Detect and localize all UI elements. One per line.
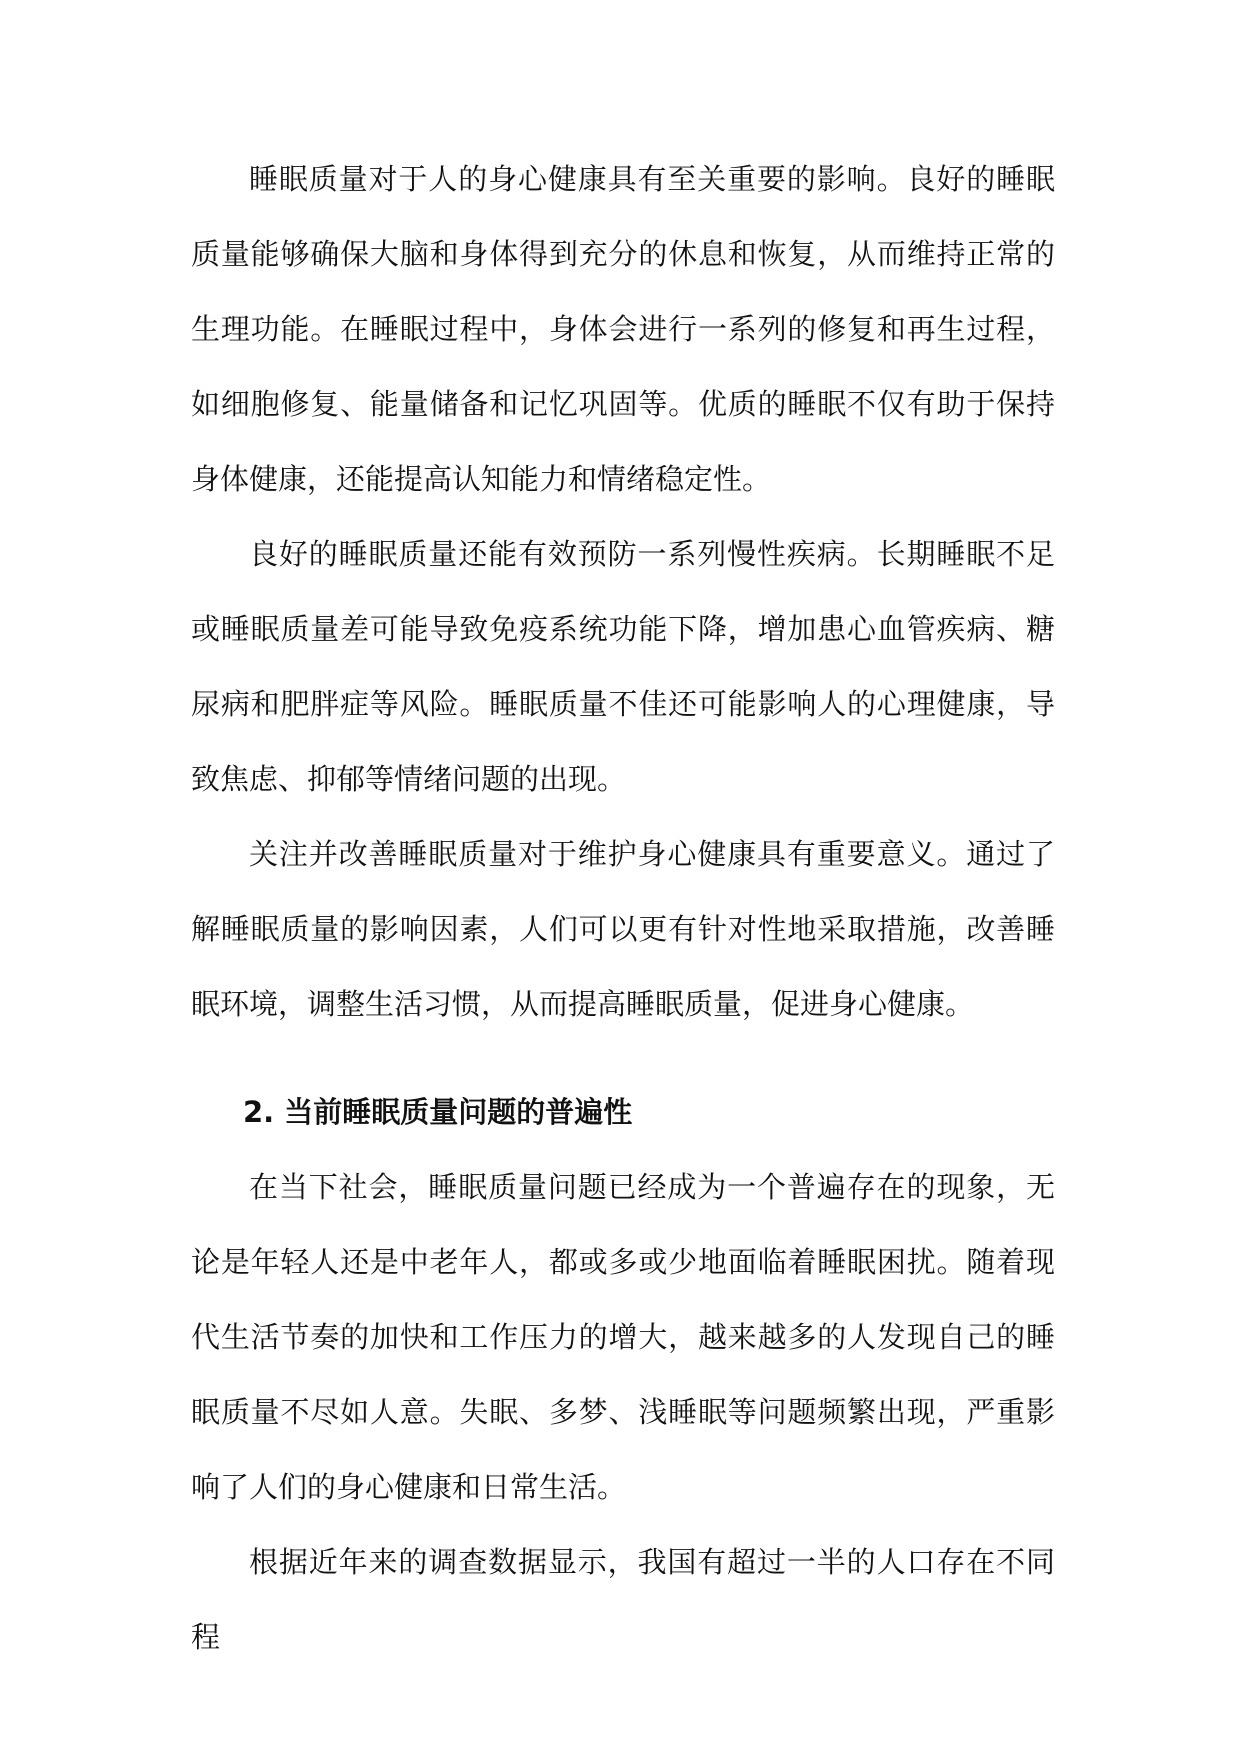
paragraph-survey-data: 根据近年来的调查数据显示，我国有超过一半的人口存在不同程 bbox=[191, 1545, 1055, 1654]
section-heading: 2. 当前睡眠质量问题的普遍性 bbox=[243, 1095, 633, 1129]
document-body bbox=[191, 142, 1055, 1675]
paragraph-sleep-problem-prevalence: 在当下社会，睡眠质量问题已经成为一个普遍存在的现象，无论是年轻人还是中老年人，都或多或少地面临着睡眠困扰。随着现代生活节奏的加快和工作压力的增大，越来越多的人发现自己的睡眠质量不尽如人意。失眠、多梦、浅睡眠等问题频繁出现，严重影响了人们的身心健康和日常生活。 bbox=[191, 1170, 1055, 1504]
paragraph-improve-sleep: 关注并改善睡眠质量对于维护身心健康具有重要意义。通过了解睡眠质量的影响因素，人们可以更有针对性地采取措施，改善睡眠环境，调整生活习惯，从而提高睡眠质量，促进身心健康。 bbox=[191, 837, 1055, 1021]
paragraph-chronic-disease: 良好的睡眠质量还能有效预防一系列慢性疾病。长期睡眠不足或睡眠质量差可能导致免疫系统功能下降，增加患心血管疾病、糖尿病和肥胖症等风险。睡眠质量不佳还可能影响人的心理健康，导致焦虑、抑郁等情绪问题的出现。 bbox=[191, 537, 1055, 796]
paragraph-sleep-importance: 睡眠质量对于人的身心健康具有至关重要的影响。良好的睡眠质量能够确保大脑和身体得到充分的休息和恢复，从而维持正常的生理功能。在睡眠过程中，身体会进行一系列的修复和再生过程，如细胞修复、能量储备和记忆巩固等。优质的睡眠不仅有助于保持身体健康，还能提高认知能力和情绪稳定性。 bbox=[191, 162, 1055, 496]
section-spacer bbox=[191, 1042, 1055, 1075]
